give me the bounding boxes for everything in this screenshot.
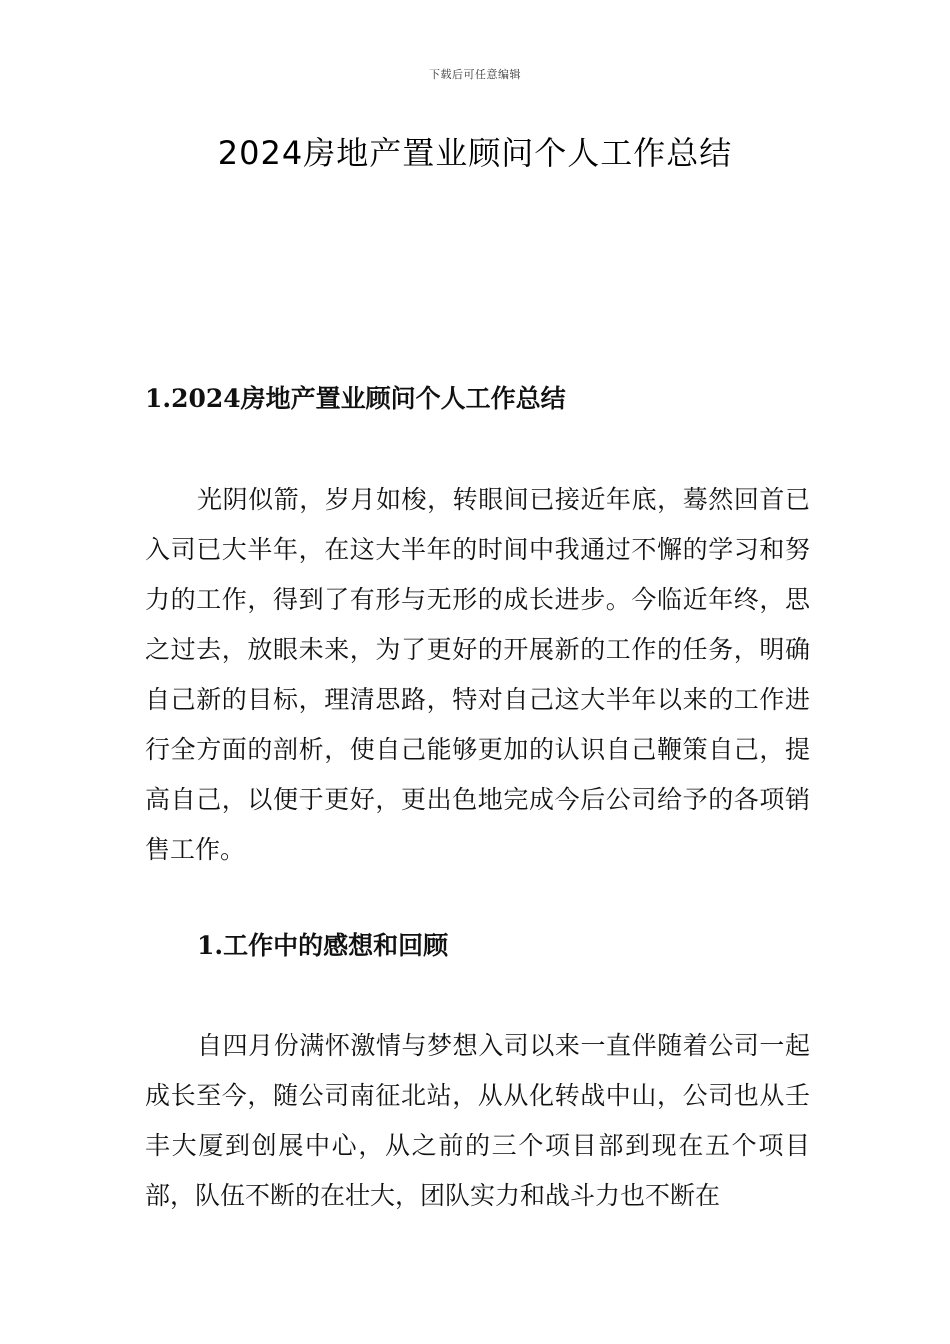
subheading-work-reflection: 1.工作中的感想和回顾: [197, 931, 449, 960]
header-download-note: 下载后可任意编辑: [429, 68, 521, 81]
paragraph-work-reflection: 自四月份满怀激情与梦想入司以来一直伴随着公司一起成长至今，随公司南征北站，从从化转战中山，公司也从壬丰大厦到创展中心，从之前的三个项目部到现在五个项目部，队伍不断的在壮大，团队实力和战斗力也不断在: [145, 1031, 810, 1210]
document-title: 2024房地产置业顾问个人工作总结: [217, 134, 733, 172]
section-heading-1: 1.2024房地产置业顾问个人工作总结: [145, 384, 566, 413]
paragraph-intro: 光阴似箭，岁月如梭，转眼间已接近年底，蓦然回首已入司已大半年，在这大半年的时间中我通过不懈的学习和努力的工作，得到了有形与无形的成长进步。今临近年终，思之过去，放眼未来，为了更好的开展新的工作的任务，明确自己新的目标，理清思路，特对自己这大半年以来的工作进行全方面的剖析，使自己能够更加的认识自己鞭策自己，提高自己，以便于更好，更出色地完成今后公司给予的各项销售工作。: [145, 485, 810, 864]
